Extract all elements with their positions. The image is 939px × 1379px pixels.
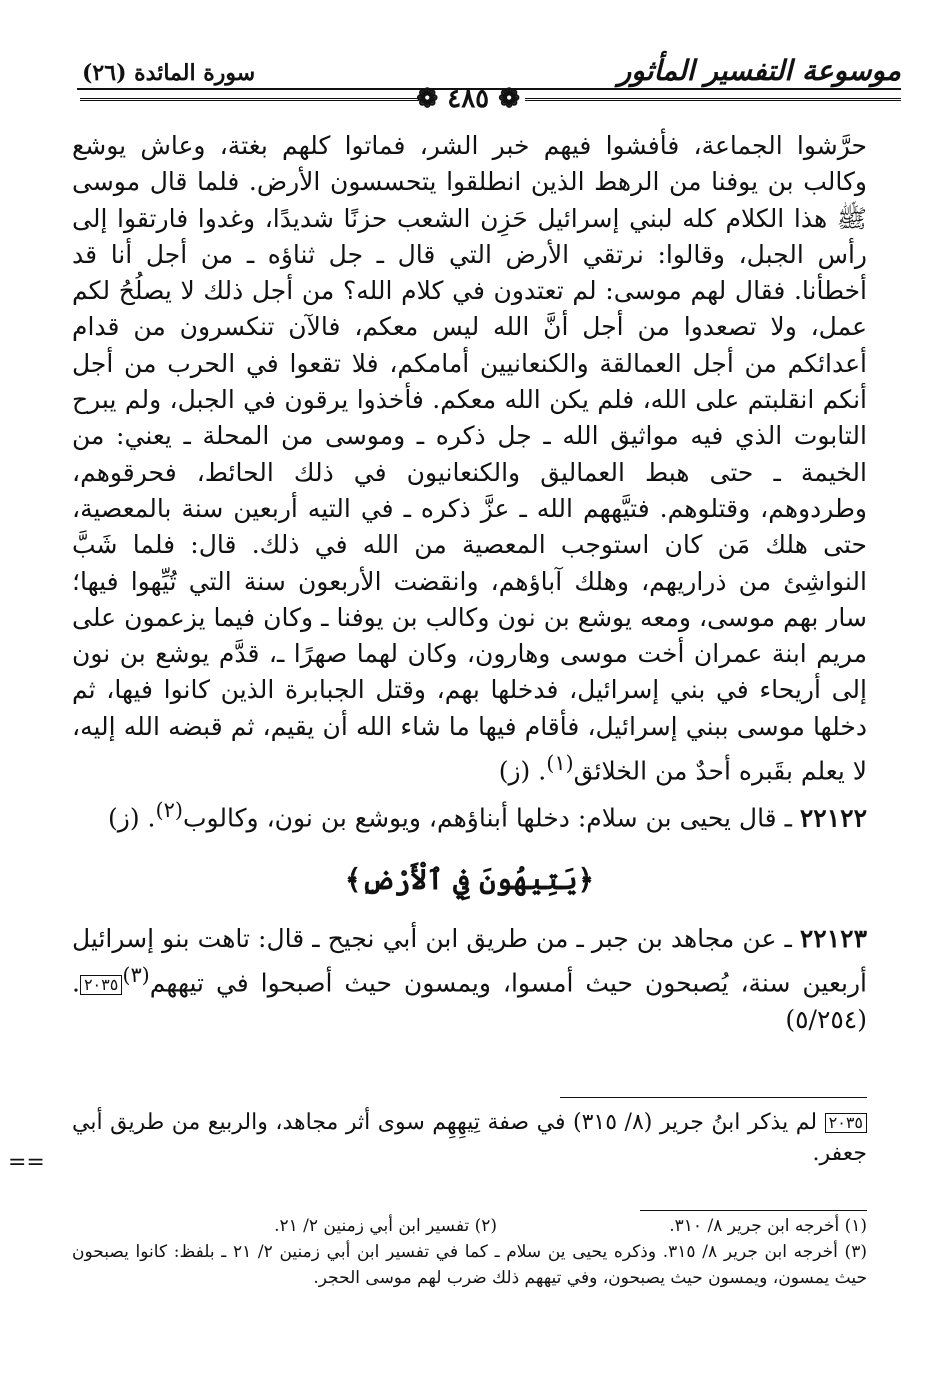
comment-text: لم يذكر ابنُ جرير (٨/ ٣١٥) في صفة تِيهِهِم سوى أثر مجاهد، والربيع من طريق أبي جعفر. [72,1110,867,1166]
footnote-row [72,1213,867,1239]
narration-text: حرَّشوا الجماعة، فأفشوا فيهم خبر الشر، فماتوا كلهم بغتة، وعاش يوشع وكالب بن يوفنا من الرهط الذين انطلقوا يتحسسون الأرض. فلما قال موسى ﷺ هذا الكلام كله لبني إسرائيل حَزِن الشعب حزنًا شديدًا، وغدوا فارتقوا إلى رأس الجبل، وقالوا: نرتقي الأرض التي قال ـ جل ثناؤه ـ من أجل أنا قد أخطأنا. فقال لهم موسى: لم تعتدون في كلام الله؟ من أجل ذلك لا يصلُحُ لكم عمل، ولا تصعدوا من أجل أنَّ الله ليس معكم، فالآن تنكسرون من قدام أعدائكم من أجل العمالقة والكنعانيين أمامكم، فلا تقعوا في الحرب من أجل أنكم انقلبتم على الله، فلم يكن الله معكم. فأخذوا يرقون في الجبل، ولم يبرح التابوت الذي فيه مواثيق الله ـ جل ذكره ـ وموسى من المحلة ـ يعني: من الخيمة ـ حتى هبط العماليق والكنعانيون في ذلك الحائط، فحرقوهم، وطردوهم، وقتلوهم. فتيَّههم الله ـ عزَّ ذكره ـ في التيه أربعين سنة بالمعصية، حتى هلك مَن كان استوجب المعصية من الله في ذلك. قال: فلما شَبَّ النواشِئ من ذراريهم، وهلك آباؤهم، وانقضت الأربعون سنة التي تُيِّهوا فيها؛ سار بهم موسى، ومعه يوشع بن نون وكالب بن يوفنا ـ وكان فيما يزعمون على مريم ابنة عمران أخت موسى وهارون، وكان لهما صهرًا ـ، قدَّم يوشع بن نون إلى أريحاء في بني إسرائيل، فدخلها بهم، وقتل الجبابرة الذين كانوا فيها، ثم دخلها موسى ببني إسرائيل، فأقام فيها ما شاء الله أن يقيم، ثم قبضه الله إليه، لا يعلم بقَبره أحدٌ من الخلائق [72,131,867,786]
entry-tail: . (٥/٢٥٤) [72,968,867,1034]
quran-verse-heading: ﴿يَتِيهُونَ فِي ٱلْأَرْضِ﴾ [344,863,595,897]
page-number: ❁ ٤٨٥ ❁ [416,84,520,114]
margin-mark: == [8,1150,45,1175]
comment-divider [560,1097,867,1098]
comment-ref-box: ٢٠٣٥ [80,975,122,995]
footnote-3: (٣) أخرجه ابن جرير ٨/ ٣١٥. وذكره يحيى ين سلام ـ كما في تفسير ابن أبي زمنين ٢/ ٢١ ـ بلفظ: كانوا يصبحون حيث يمسون، ويمسون حيث يصبحون، وفي تيههم ذلك ضرب لهم موسى الحجر. [72,1242,867,1288]
header-rule-right [525,98,901,101]
footnote-2: (٢) تفسير ابن أبي زمنين ٢/ ٢١. [274,1216,497,1236]
entry-text: ـ عن مجاهد بن جبر ـ من طريق ابن أبي نجيح ـ قال: تاهت بنو إسرائيل أربعين سنة، يُصبحون حيث أمسوا، ويمسون حيث أصبحوا في تيههم [72,923,867,998]
main-text [72,128,867,1038]
entry-number: ٢٢١٢٣ [799,923,867,953]
page-number-value: ٤٨٥ [447,84,490,114]
footnote-ref-2: (٢) [155,797,183,822]
footnote-divider [640,1210,867,1211]
entry-tail: . (ز) [108,803,156,832]
book-title: موسوعة التفسير المأثور [617,54,901,87]
footnotes [72,1213,867,1291]
entry-22122 [72,792,867,837]
paragraph-narration [72,128,867,790]
narration-tail: . (ز) [498,756,547,786]
header-rule-left [80,98,419,101]
surah-header: سورة المائدة (٢٦) [82,60,256,86]
comment-note [72,1107,867,1169]
footnote-ref-1: (١) [546,751,574,776]
footnote-1: (١) أخرجه ابن جرير ٨/ ٣١٠. [669,1216,867,1236]
entry-text: ـ قال يحيى بن سلام: دخلها أبناؤهم، ويوشع بن نون، وكالوب [182,803,800,832]
entry-number: ٢٢١٢٢ [799,803,867,832]
entry-22123 [72,921,867,1038]
footnote-ref-3: (٣) [122,962,150,987]
comment-number-box: ٢٠٣٥ [825,1113,867,1133]
